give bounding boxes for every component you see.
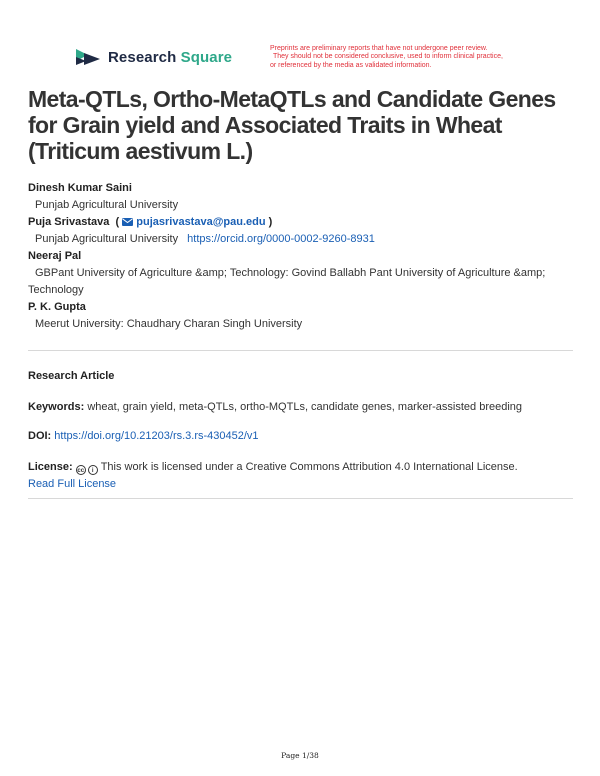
author-name: Puja Srivastava — [28, 216, 110, 228]
license-text: This work is licensed under a Creative Commons Attribution 4.0 International License. — [100, 461, 518, 473]
author-name: Neeraj Pal — [28, 250, 82, 262]
preprint-notice-line: or referenced by the media as validated information. — [270, 61, 432, 69]
brand-name-research: Research — [108, 48, 177, 66]
envelope-icon — [122, 218, 133, 226]
author-name: Dinesh Kumar Saini — [28, 182, 132, 194]
email-paren-open: ( — [112, 216, 120, 228]
orcid-link[interactable]: https://orcid.org/0000-0002-9260-8931 — [187, 233, 375, 245]
author-affiliation: Punjab Agricultural University — [35, 233, 179, 245]
doi-link[interactable]: https://doi.org/10.21203/rs.3.rs-430452/v1 — [54, 430, 259, 442]
author-affiliation: Meerut University: Chaudhary Charan Singh University — [35, 318, 303, 330]
keywords-row — [28, 401, 578, 413]
cc-by-icons — [76, 465, 98, 475]
email-paren-close: ) — [268, 216, 273, 228]
preprint-notice — [270, 45, 570, 70]
creative-commons-icon: cc — [76, 465, 86, 475]
preprint-notice-line: They should not be considered conclusive, used to inform clinical practice, — [273, 53, 503, 61]
divider — [28, 350, 573, 351]
author-affiliation: Punjab Agricultural University — [35, 199, 179, 211]
author-affiliation-row — [28, 231, 578, 248]
author-list — [28, 180, 578, 333]
author-name-with-email — [28, 214, 578, 231]
author-email-link[interactable]: pujasrivastava@pau.edu — [136, 216, 266, 228]
license-row — [28, 459, 578, 493]
article-type: Research Article — [28, 370, 115, 382]
preprint-notice-line: Preprints are preliminary reports that have not undergone peer review. — [270, 45, 488, 52]
research-square-logo-icon — [74, 47, 102, 67]
keywords-label: Keywords: — [28, 401, 85, 413]
keywords-text: wheat, grain yield, meta-QTLs, ortho-MQTLs, candidate genes, marker-assisted breeding — [87, 401, 523, 413]
license-label: License: — [28, 461, 73, 473]
page-number: Page 1/38 — [281, 751, 319, 760]
author-name: P. K. Gupta — [28, 301, 86, 313]
doi-label: DOI: — [28, 430, 52, 442]
attribution-person-icon: i — [88, 465, 98, 475]
read-full-license-link[interactable]: Read Full License — [28, 478, 117, 490]
paper-title: Meta-QTLs, Ortho-MetaQTLs and Candidate Genes for Grain yield and Associated Traits in Wheat (Triticum aestivum L.) — [28, 86, 556, 164]
divider — [28, 498, 573, 499]
doi-row — [28, 430, 578, 442]
research-square-logo[interactable] — [74, 47, 232, 67]
brand-name — [108, 49, 232, 66]
author-affiliation: GBPant University of Agriculture &amp; Technology: Govind Ballabh Pant University of Agriculture &amp; Technology — [28, 267, 546, 296]
brand-name-square: Square — [180, 48, 233, 66]
